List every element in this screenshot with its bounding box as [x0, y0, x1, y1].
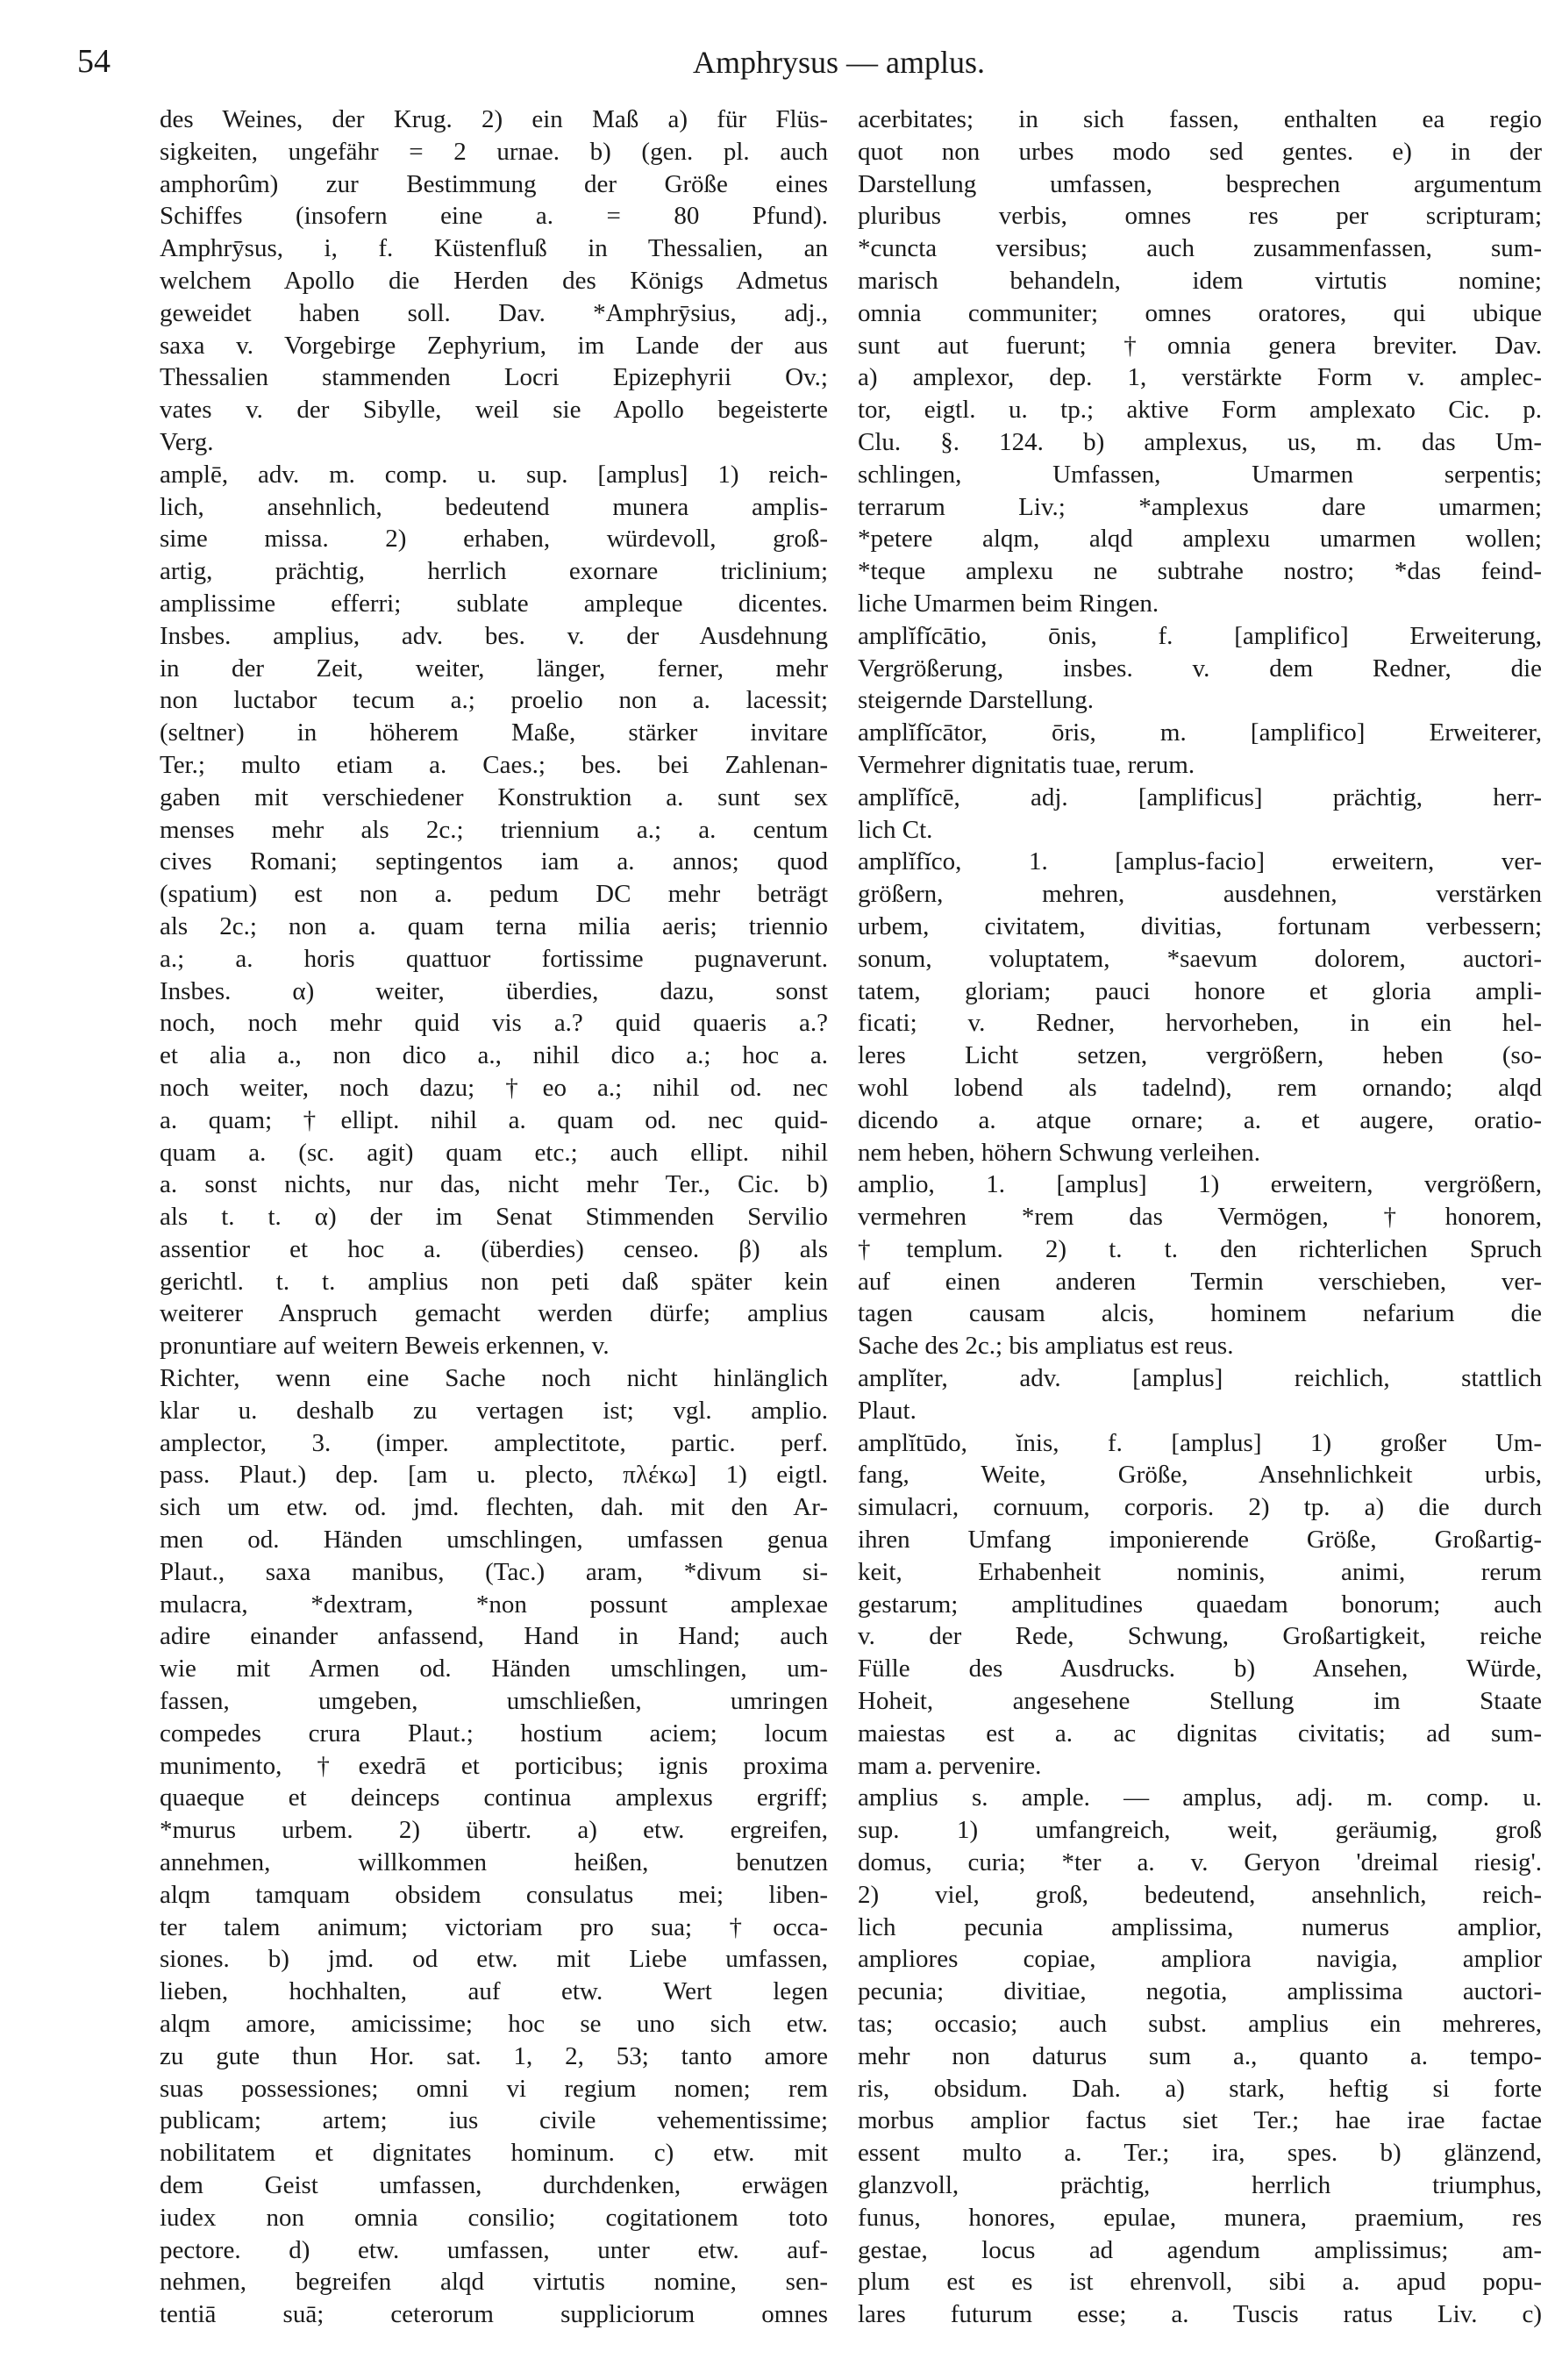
text-line: keit, Erhabenheit nominis, animi, rerum	[858, 1557, 1542, 1586]
text-line: ficati; v. Redner, hervorheben, in ein hel-	[858, 1009, 1542, 1038]
text-line: in der Zeit, weiter, länger, ferner, mehr	[160, 654, 828, 683]
text-line: sunt aut fuerunt; †omnia genera breviter. Dav.	[858, 331, 1542, 360]
text-line: marisch behandeln, idem virtutis nomine;	[858, 266, 1542, 295]
text-line: maiestas est a. ac dignitas civitatis; ad sum-	[858, 1719, 1542, 1747]
text-line: amplius s. ample. — amplus, adj. m. comp. u.	[858, 1783, 1542, 1812]
text-line: saxa v. Vorgebirge Zephyrium, im Lande der aus	[160, 331, 828, 360]
text-line: †templum. 2) t. t. den richterlichen Spruch	[858, 1234, 1542, 1263]
text-line: nobilitatem et dignitates hominum. c) etw. mit	[160, 2139, 828, 2168]
text-line: publicam; artem; ius civile vehementissime;	[160, 2106, 828, 2135]
text-line: lieben, hochhalten, auf etw. Wert legen	[160, 1977, 828, 2006]
text-line: quaeque et deinceps continua amplexus ergriff;	[160, 1783, 828, 1812]
text-line: Darstellung umfassen, besprechen argumentum	[858, 169, 1542, 198]
text-line: amplĭfĭcātor, ōris, m. [amplifico] Erweiterer,	[858, 718, 1542, 747]
text-line: lich, ansehnlich, bedeutend munera amplis-	[160, 492, 828, 521]
text-line: nehmen, begreifen alqd virtutis nomine, sen-	[160, 2268, 828, 2297]
text-line: Hoheit, angesehene Stellung im Staate	[858, 1687, 1542, 1716]
text-line: glanzvoll, prächtig, herrlich triumphus,	[858, 2171, 1542, 2199]
text-line: mulacra, *dextram, *non possunt amplexae	[160, 1590, 828, 1619]
text-line: dicendo a. atque ornare; a. et augere, oratio-	[858, 1105, 1542, 1134]
text-line: sup. 1) umfangreich, weit, geräumig, groß	[858, 1816, 1542, 1845]
text-line: sigkeiten, ungefähr = 2 urnae. b) (gen. pl. auch	[160, 137, 828, 166]
text-line: klar u. deshalb zu vertagen ist; vgl. amplio.	[160, 1396, 828, 1425]
text-line: a) amplexor, dep. 1, verstärkte Form v. amplec-	[858, 363, 1542, 392]
text-line: amplē, adv. m. comp. u. sup. [amplus] 1) reich-	[160, 460, 828, 489]
text-line: munimento, †exedrā et porticibus; ignis proxima	[160, 1751, 828, 1780]
text-line: (seltner) in höherem Maße, stärker invitare	[160, 718, 828, 747]
running-head: Amphrysus — amplus.	[693, 45, 985, 80]
text-line: des Weines, der Krug. 2) ein Maß a) für Flüs-	[160, 105, 828, 133]
text-line: amplĭfĭcātio, ōnis, f. [amplifico] Erweiterung,	[858, 621, 1542, 650]
text-line: wohl lobend als tadelnd), rem ornando; alqd	[858, 1073, 1542, 1102]
text-line: compedes crura Plaut.; hostium aciem; locum	[160, 1719, 828, 1747]
text-line: Insbes. α) weiter, überdies, dazu, sonst	[160, 976, 828, 1005]
text-line: Schiffes (insofern eine a. = 80 Pfund).	[160, 202, 828, 231]
text-line: fassen, umgeben, umschließen, umringen	[160, 1687, 828, 1716]
text-line: ter talem animum; victoriam pro sua; †occa-	[160, 1912, 828, 1941]
text-line: et alia a., non dico a., nihil dico a.; hoc a.	[160, 1041, 828, 1070]
text-line: steigernde Darstellung.	[858, 686, 1094, 715]
text-line: a. sonst nichts, nur das, nicht mehr Ter., Cic. b)	[160, 1170, 828, 1199]
text-line: weiterer Anspruch gemacht werden dürfe; amplius	[160, 1299, 828, 1328]
text-line: zu gute thun Hor. sat. 1, 2, 53; tanto amore	[160, 2041, 828, 2070]
text-line: Verg.	[160, 427, 214, 456]
text-line: pass. Plaut.) dep. [am u. plecto, πλέκω] 1) eigtl.	[160, 1461, 828, 1490]
text-line: Plaut.	[858, 1396, 917, 1425]
text-line: auf einen anderen Termin verschieben, ver-	[858, 1267, 1542, 1296]
text-line: omnia communiter; omnes oratores, qui ubique	[858, 298, 1542, 327]
text-line: pluribus verbis, omnes res per scripturam;	[858, 202, 1542, 231]
text-line: Thessalien stammenden Locri Epizephyrii Ov.;	[160, 363, 828, 392]
text-line: alqm amore, amicissime; hoc se uno sich etw.	[160, 2010, 828, 2039]
text-line: amphorûm) zur Bestimmung der Größe eines	[160, 169, 828, 198]
text-line: urbem, civitatem, divitias, fortunam verbessern;	[858, 911, 1542, 940]
text-line: geweidet haben soll. Dav. *Amphrȳsius, adj.,	[160, 298, 828, 327]
text-line: funus, honores, epulae, munera, praemium, res	[858, 2203, 1542, 2232]
text-line: welchem Apollo die Herden des Königs Admetus	[160, 266, 828, 295]
text-line: tas; occasio; auch subst. amplius ein mehreres,	[858, 2010, 1542, 2039]
text-line: adire einander anfassend, Hand in Hand; auch	[160, 1622, 828, 1651]
text-line: schlingen, Umfassen, Umarmen serpentis;	[858, 460, 1542, 489]
text-line: ris, obsidum. Dah. a) stark, heftig si forte	[858, 2074, 1542, 2103]
page-number: 54	[77, 43, 111, 80]
text-line: mehr non daturus sum a., quanto a. tempo-	[858, 2041, 1542, 2070]
text-line: 2) viel, groß, bedeutend, ansehnlich, reich-	[858, 1880, 1542, 1909]
text-line: Sache des 2c.; bis ampliatus est reus.	[858, 1332, 1234, 1361]
text-line: quot non urbes modo sed gentes. e) in der	[858, 137, 1542, 166]
left-column	[160, 104, 828, 2331]
text-line: tatem, gloriam; pauci honore et gloria ampli-	[858, 976, 1542, 1005]
text-line: vermehren *rem das Vermögen, †honorem,	[858, 1203, 1542, 1232]
text-line: leres Licht setzen, vergrößern, heben (so-	[858, 1041, 1542, 1070]
text-line: sonum, voluptatem, *saevum dolorem, auctori-	[858, 944, 1542, 973]
text-line: gestae, locus ad agendum amplissimus; am-	[858, 2235, 1542, 2264]
text-line: a.; a. horis quattuor fortissime pugnaverunt.	[160, 944, 828, 973]
text-line: *teque amplexu ne subtrahe nostro; *das feind-	[858, 557, 1542, 586]
right-column	[858, 104, 1542, 2331]
text-line: amplĭtūdo, ĭnis, f. [amplus] 1) großer Um-	[858, 1428, 1542, 1457]
text-line: men od. Händen umschlingen, umfassen genua	[160, 1526, 828, 1555]
text-line: ihren Umfang imponierende Größe, Großartig-	[858, 1526, 1542, 1555]
text-line: sime missa. 2) erhaben, würdevoll, groß-	[160, 525, 828, 554]
text-line: iudex non omnia consilio; cogitationem toto	[160, 2203, 828, 2232]
text-line: Insbes. amplius, adv. bes. v. der Ausdehnung	[160, 621, 828, 650]
text-line: morbus amplior factus siet Ter.; hae irae factae	[858, 2106, 1542, 2135]
text-line: non luctabor tecum a.; proelio non a. lacessit;	[160, 686, 828, 715]
text-line: pectore. d) etw. umfassen, unter etw. auf-	[160, 2235, 828, 2264]
text-line: annehmen, willkommen heißen, benutzen	[160, 1848, 828, 1877]
text-line: dem Geist umfassen, durchdenken, erwägen	[160, 2171, 828, 2199]
text-line: Vermehrer dignitatis tuae, rerum.	[858, 750, 1195, 779]
text-line: domus, curia; *ter a. v. Geryon 'dreimal riesig'.	[858, 1848, 1542, 1877]
text-line: plum est es ist ehrenvoll, sibi a. apud popu-	[858, 2268, 1542, 2297]
text-line: assentior et hoc a. (überdies) censeo. β) als	[160, 1234, 828, 1263]
text-line: amplĭfĭco, 1. [amplus-facio] erweitern, ver-	[858, 847, 1542, 876]
text-line: als 2c.; non a. quam terna milia aeris; triennio	[160, 911, 828, 940]
text-line: als t. t. α) der im Senat Stimmenden Servilio	[160, 1203, 828, 1232]
text-line: ampliores copiae, ampliora navigia, amplior	[858, 1945, 1542, 1974]
text-line: tentiā suā; ceterorum suppliciorum omnes	[160, 2300, 828, 2329]
text-line: nem heben, höhern Schwung verleihen.	[858, 1138, 1261, 1167]
text-line: amplector, 3. (imper. amplectitote, partic. perf.	[160, 1428, 828, 1457]
text-line: fang, Weite, Größe, Ansehnlichkeit urbis,	[858, 1461, 1542, 1490]
text-line: lich Ct.	[858, 815, 933, 844]
text-line: vates v. der Sibylle, weil sie Apollo begeisterte	[160, 396, 828, 425]
text-line: suas possessiones; omni vi regium nomen; rem	[160, 2074, 828, 2103]
text-line: *murus urbem. 2) übertr. a) etw. ergreifen,	[160, 1816, 828, 1845]
text-line: liche Umarmen beim Ringen.	[858, 589, 1159, 618]
text-line: amplĭter, adv. [amplus] reichlich, stattlich	[858, 1364, 1542, 1393]
text-line: menses mehr als 2c.; triennium a.; a. centum	[160, 815, 828, 844]
text-line: amplio, 1. [amplus] 1) erweitern, vergrößern,	[858, 1170, 1542, 1199]
text-line: wie mit Armen od. Händen umschlingen, um-	[160, 1655, 828, 1683]
text-line: simulacri, cornuum, corporis. 2) tp. a) die durch	[858, 1493, 1542, 1522]
text-line: v. der Rede, Schwung, Großartigkeit, reiche	[858, 1622, 1542, 1651]
text-line: gestarum; amplitudines quaedam bonorum; auch	[858, 1590, 1542, 1619]
text-line: gaben mit verschiedener Konstruktion a. sunt sex	[160, 783, 828, 811]
text-line: siones. b) jmd. od etw. mit Liebe umfassen,	[160, 1945, 828, 1974]
text-line: Ter.; multo etiam a. Caes.; bes. bei Zahlenan-	[160, 750, 828, 779]
text-line: essent multo a. Ter.; ira, spes. b) glänzend,	[858, 2139, 1542, 2168]
text-line: alqm tamquam obsidem consulatus mei; liben-	[160, 1880, 828, 1909]
text-line: quam a. (sc. agit) quam etc.; auch ellipt. nihil	[160, 1138, 828, 1167]
text-line: a. quam; †ellipt. nihil a. quam od. nec quid-	[160, 1105, 828, 1134]
text-line: amplĭfĭcē, adj. [amplificus] prächtig, herr-	[858, 783, 1542, 811]
text-line: Plaut., saxa manibus, (Tac.) aram, *divum si-	[160, 1557, 828, 1586]
text-line: noch, noch mehr quid vis a.? quid quaeris a.?	[160, 1009, 828, 1038]
text-line: lich pecunia amplissima, numerus amplior,	[858, 1912, 1542, 1941]
text-line: Amphrȳsus, i, f. Küstenfluß in Thessalien, an	[160, 234, 828, 263]
text-line: lares futurum esse; a. Tuscis ratus Liv. c)	[858, 2300, 1542, 2329]
text-line: Fülle des Ausdrucks. b) Ansehen, Würde,	[858, 1655, 1542, 1683]
text-line: amplissime efferri; sublate ampleque dicentes.	[160, 589, 828, 618]
text-line: Richter, wenn eine Sache noch nicht hinlänglich	[160, 1364, 828, 1393]
text-line: sich um etw. od. jmd. flechten, dah. mit den Ar-	[160, 1493, 828, 1522]
text-line: acerbitates; in sich fassen, enthalten ea regio	[858, 105, 1542, 133]
text-line: *petere alqm, alqd amplexu umarmen wollen;	[858, 525, 1542, 554]
text-line: Vergrößerung, insbes. v. dem Redner, die	[858, 654, 1542, 683]
text-line: *cuncta versibus; auch zusammenfassen, sum-	[858, 234, 1542, 263]
text-line: tor, eigtl. u. tp.; aktive Form amplexato Cic. p.	[858, 396, 1542, 425]
text-line: (spatium) est non a. pedum DC mehr beträgt	[160, 880, 828, 909]
text-line: cives Romani; septingentos iam a. annos; quod	[160, 847, 828, 876]
text-line: größern, mehren, ausdehnen, verstärken	[858, 880, 1542, 909]
text-line: Clu. §. 124. b) amplexus, us, m. das Um-	[858, 427, 1542, 456]
text-line: noch weiter, noch dazu; †eo a.; nihil od. nec	[160, 1073, 828, 1102]
text-line: pecunia; divitiae, negotia, amplissima auctori-	[858, 1977, 1542, 2006]
text-line: artig, prächtig, herrlich exornare triclinium;	[160, 557, 828, 586]
text-line: gerichtl. t. t. amplius non peti daß später kein	[160, 1267, 828, 1296]
text-line: pronuntiare auf weitern Beweis erkennen, v.	[160, 1332, 610, 1361]
text-line: terrarum Liv.; *amplexus dare umarmen;	[858, 492, 1542, 521]
text-line: tagen causam alcis, hominem nefarium die	[858, 1299, 1542, 1328]
text-line: mam a. pervenire.	[858, 1751, 1042, 1780]
